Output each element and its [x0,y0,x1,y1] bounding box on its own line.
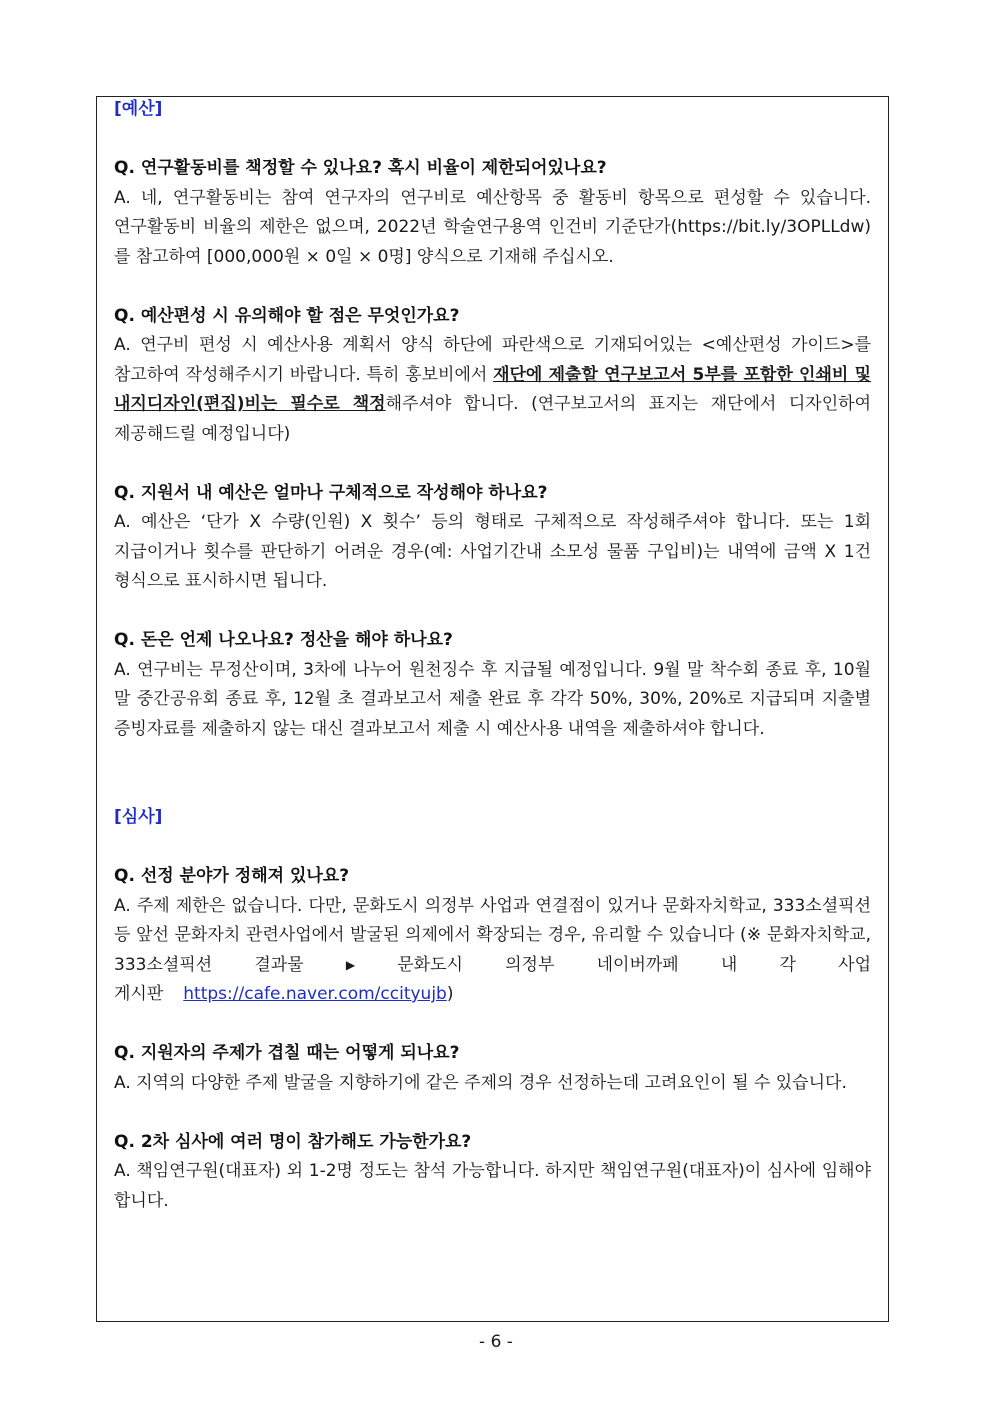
faq-item [114,302,871,450]
faq-question: Q. 돈은 언제 나오나요? 정산을 해야 하나요? [114,630,453,650]
faq-item [114,862,871,1010]
document-frame [96,96,889,1322]
faq-item [114,1039,871,1098]
answer-text: ) [446,984,454,1004]
answer-text: 문화도시 의정부 네이버까페 내 각 사업 게시판 [114,954,871,1004]
page-number: - 6 - [479,1332,513,1352]
faq-answer: A. 책임연구원(대표자) 외 1-2명 정도는 참석 가능합니다. 하지만 책임연구원(대표자)이 심사에 임해야 합니다. [114,1161,871,1211]
faq-item [114,626,871,744]
faq-question: Q. 지원서 내 예산은 얼마나 구체적으로 작성해야 하나요? [114,482,548,503]
faq-question: Q. 지원자의 주제가 겹칠 때는 어떻게 되나요? [114,1043,460,1063]
faq-answer [114,331,871,449]
faq-answer [114,892,871,1010]
faq-answer: A. 연구비는 무정산이며, 3차에 나누어 원천징수 후 지급될 예정입니다. 9월 말 착수회 종료 후, 10월 말 중간공유회 종료 후, 12월 초 결과보고서 제출 완료 후 각각 50%, 30%, 20%로 지급되며 지출별 증빙자료를 제출하지 않는 대신 결과보고서 제출 시 예산사용 내역을 제출하셔야 합니다. [114,659,871,739]
section-title-budget: [예산] [114,99,163,119]
answer-emphasis: 재단에 제출할 연구보고서 5부를 포함한 인쇄비 및 내지디자인(편집)비는 필수로 책정 [114,364,871,414]
document-content [114,95,871,1216]
faq-item [114,479,871,597]
faq-question: Q. 2차 심사에 여러 명이 참가해도 가능한가요? [114,1131,472,1152]
faq-item [114,1128,871,1217]
faq-answer: A. 지역의 다양한 주제 발굴을 지향하기에 같은 주제의 경우 선정하는데 고려요인이 될 수 있습니다. [114,1072,847,1093]
answer-text: A. 주제 제한은 없습니다. 다만, 문화도시 의정부 사업과 연결점이 있거나 문화자치학교, 333소셜픽션 등 앞선 문화자치 관련사업에서 발굴된 의제에서 확장되는 경우, 유리할 수 있습니다 (※ 문화자치학교, 333소셜픽션 결과물 [114,895,871,975]
faq-question: Q. 선정 분야가 정해져 있나요? [114,866,350,886]
section-title-review: [심사] [114,807,163,827]
faq-answer: A. 네, 연구활동비는 참여 연구자의 연구비로 예산항목 중 활동비 항목으로 편성할 수 있습니다. 연구활동비 비율의 제한은 없으며, 2022년 학술연구용역 인건비 기준단가(https://bit.ly/3OPLLdw)를 참고하여 [000,000원 × 0일 × 0명] 양식으로 기재해 주십시오. [114,187,871,267]
arrow-right-icon: ▶ [345,957,356,972]
naver-cafe-link[interactable]: https://cafe.naver.com/ccityujb [183,984,447,1004]
faq-question: Q. 예산편성 시 유의해야 할 점은 무엇인가요? [114,305,460,326]
faq-item [114,154,871,272]
faq-question: Q. 연구활동비를 책정할 수 있나요? 혹시 비율이 제한되어있나요? [114,158,607,178]
answer-text: 해주셔야 합니다. (연구보고서의 표지는 재단에서 디자인하여 제공해드릴 예정입니다) [114,394,871,444]
answer-text: A. 연구비 편성 시 예산사용 계획서 양식 하단에 파란색으로 기재되어있는 <예산편성 가이드>를 참고하여 작성해주시기 바랍니다. 특히 홍보비에서 [114,335,871,385]
faq-answer: A. 예산은 ‘단가 X 수량(인원) X 횟수’ 등의 형태로 구체적으로 작성해주셔야 합니다. 또는 1회 지급이거나 횟수를 판단하기 어려운 경우(예: 사업기간내 소모성 물품 구입비)는 내역에 금액 X 1건 형식으로 표시하시면 됩니다. [114,512,871,591]
